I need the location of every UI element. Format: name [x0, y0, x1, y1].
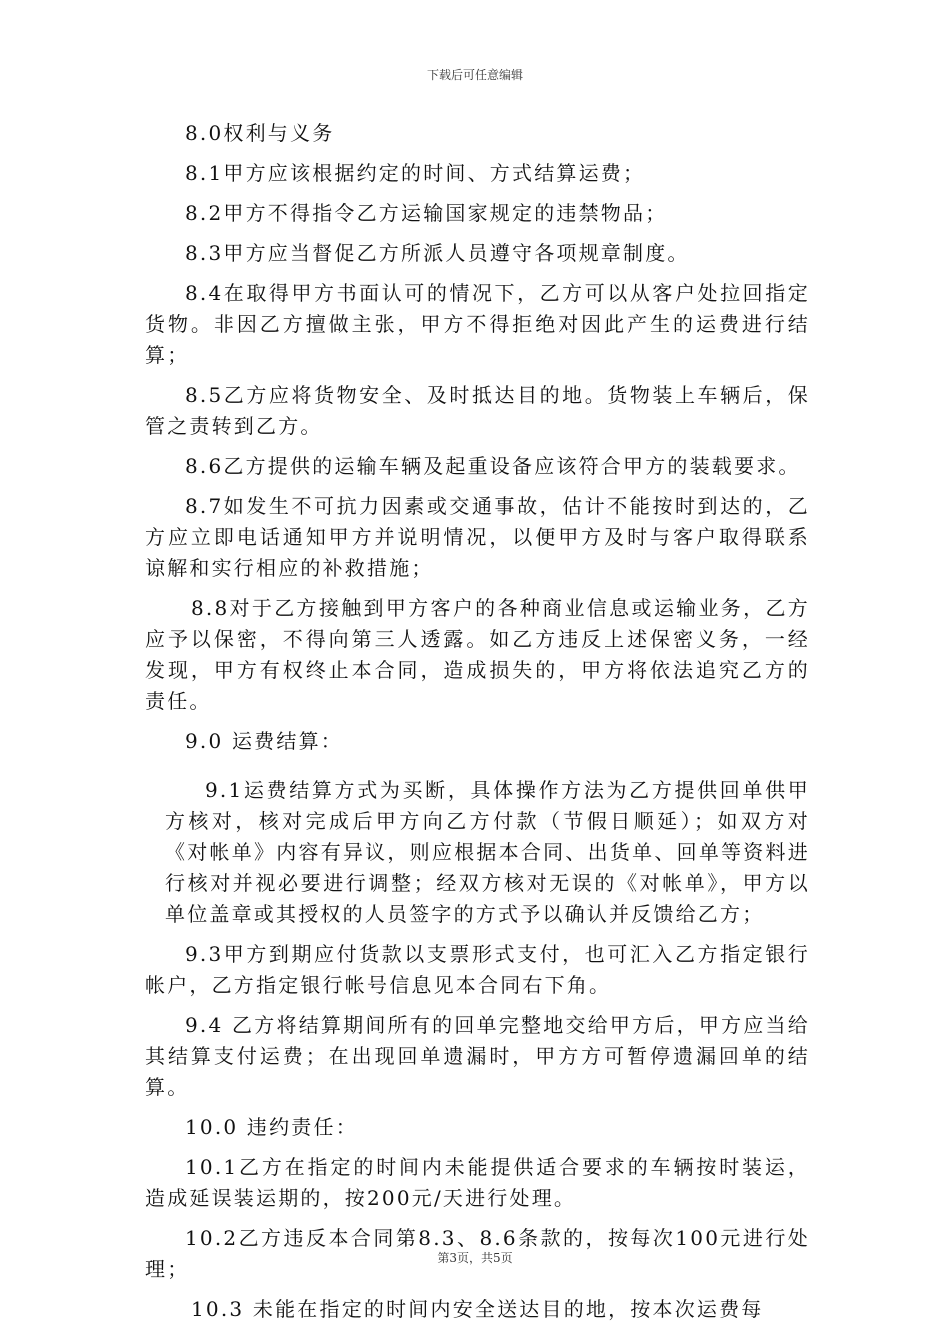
- clause-10-1: 10.1乙方在指定的时间内未能提供适合要求的车辆按时装运，造成延误装运期的，按200元/天进行处理。: [145, 1155, 810, 1210]
- page-footer: 第3页，共5页: [437, 1251, 513, 1265]
- clause-8-2: 8.2甲方不得指令乙方运输国家规定的违禁物品；: [185, 201, 668, 225]
- page-header: 下载后可任意编辑: [426, 68, 523, 82]
- clause-8-3: 8.3甲方应当督促乙方所派人员遵守各项规章制度。: [185, 241, 690, 265]
- clause-8-8: 8.8对于乙方接触到甲方客户的各种商业信息或运输业务，乙方应予以保密，不得向第三人透露。如乙方违反上述保密义务，一经发现，甲方有权终止本合同，造成损失的，甲方将依法追究乙方的责任。: [145, 596, 810, 713]
- clause-9-3: 9.3甲方到期应付货款以支票形式支付，也可汇入乙方指定银行帐户，乙方指定银行帐号信息见本合同右下角。: [145, 942, 810, 997]
- clause-8-4: 8.4在取得甲方书面认可的情况下，乙方可以从客户处拉回指定货物。非因乙方擅做主张，甲方不得拒绝对因此产生的运费进行结算；: [145, 281, 810, 367]
- document-body: [145, 118, 810, 1334]
- clause-8-5: 8.5乙方应将货物安全、及时抵达目的地。货物装上车辆后，保管之责转到乙方。: [145, 383, 810, 438]
- clause-8-7: 8.7如发生不可抗力因素或交通事故，估计不能按时到达的，乙方应立即电话通知甲方并说明情况，以便甲方及时与客户取得联系谅解和实行相应的补救措施；: [145, 494, 810, 580]
- clause-8-6: 8.6乙方提供的运输车辆及起重设备应该符合甲方的装载要求。: [185, 454, 801, 478]
- clause-9-1: 9.1运费结算方式为买断，具体操作方法为乙方提供回单供甲方核对，核对完成后甲方向乙方付款（节假日顺延）；如双方对《对帐单》内容有异议，则应根据本合同、出货单、回单等资料进行核对并视必要进行调整；经双方核对无误的《对帐单》，甲方以单位盖章或其授权的人员签字的方式予以确认并反馈给乙方；: [165, 778, 810, 926]
- clause-10-2: 10.2乙方违反本合同第8.3、8.6条款的，按每次100元进行处理；: [145, 1226, 810, 1281]
- section-10-0-heading: 10.0 违约责任：: [185, 1115, 358, 1139]
- clause-9-4: 9.4 乙方将结算期间所有的回单完整地交给甲方后，甲方应当给其结算支付运费；在出现回单遗漏时，甲方方可暂停遗漏回单的结算。: [145, 1013, 810, 1099]
- clause-10-3: 10.3 未能在指定的时间内安全送达目的地，按本次运费每: [191, 1297, 764, 1321]
- section-8-0-heading: 8.0权利与义务: [185, 121, 335, 145]
- clause-8-1: 8.1甲方应该根据约定的时间、方式结算运费；: [185, 161, 646, 185]
- section-9-0-heading: 9.0 运费结算：: [185, 729, 343, 753]
